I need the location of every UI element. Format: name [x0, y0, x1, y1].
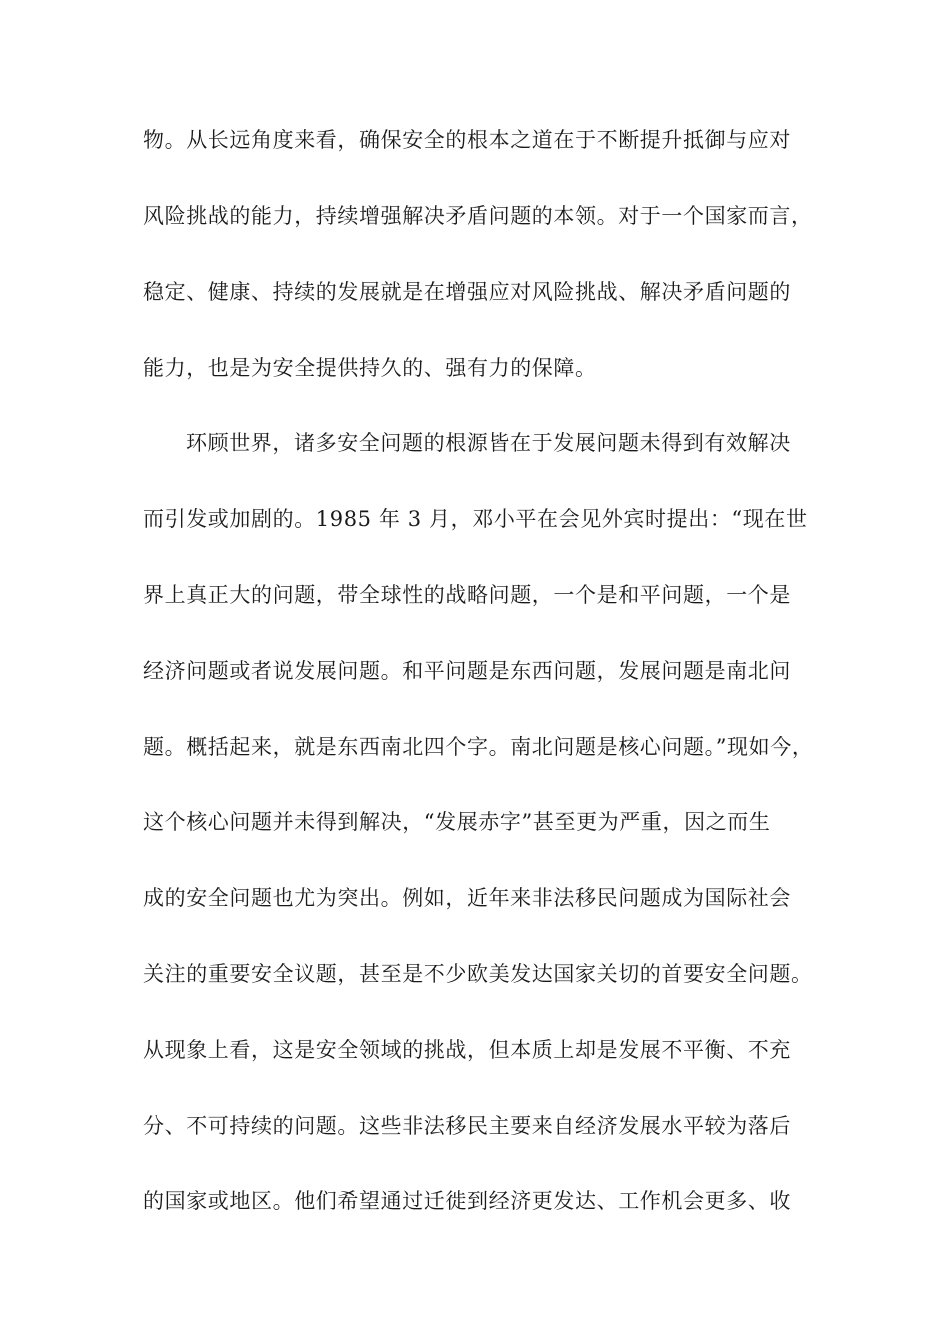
- text-line: 环顾世界，诸多安全问题的根源皆在于发展问题未得到有效解决: [186, 431, 791, 455]
- text-line: 物。从长远角度来看，确保安全的根本之道在于不断提升抵御与应对: [143, 128, 791, 152]
- text-line: 关注的重要安全议题，甚至是不少欧美发达国家关切的首要安全问题。: [143, 962, 813, 986]
- text-line: 从现象上看，这是安全领域的挑战，但本质上却是发展不平衡、不充: [143, 1038, 791, 1062]
- text-line: 经济问题或者说发展问题。和平问题是东西问题，发展问题是南北问: [143, 659, 791, 683]
- text-line: 分、不可持续的问题。这些非法移民主要来自经济发展水平较为落后: [143, 1114, 791, 1138]
- text-line: 这个核心问题并未得到解决，“发展赤字”甚至更为严重，因之而生: [143, 810, 771, 834]
- text-line: 的国家或地区。他们希望通过迁徙到经济更发达、工作机会更多、收: [143, 1189, 791, 1213]
- text-line: 稳定、健康、持续的发展就是在增强应对风险挑战、解决矛盾问题的: [143, 280, 791, 304]
- text-line: 界上真正大的问题，带全球性的战略问题，一个是和平问题，一个是: [143, 583, 791, 607]
- text-line: 风险挑战的能力，持续增强解决矛盾问题的本领。对于一个国家而言，: [143, 204, 813, 228]
- text-line: 能力，也是为安全提供持久的、强有力的保障。: [143, 356, 597, 380]
- text-line: 成的安全问题也尤为突出。例如，近年来非法移民问题成为国际社会: [143, 886, 791, 910]
- text-line: 而引发或加剧的。1985 年 3 月，邓小平在会见外宾时提出：“现在世: [143, 507, 808, 531]
- text-line: 题。概括起来，就是东西南北四个字。南北问题是核心问题。”现如今，: [143, 735, 814, 759]
